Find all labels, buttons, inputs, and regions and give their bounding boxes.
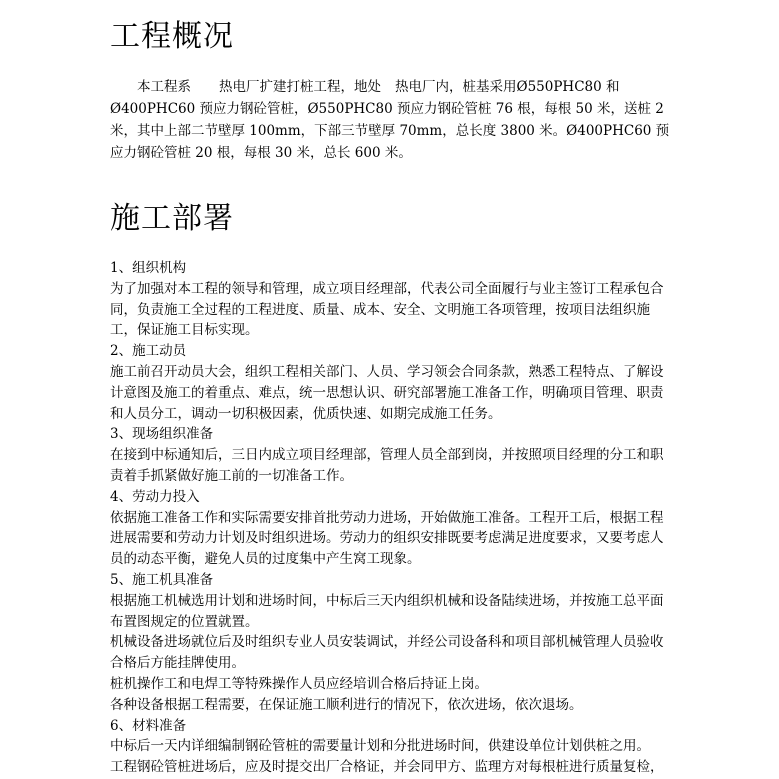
section-6-para-2: 工程钢砼管桩进场后，应及时提交出厂合格证，并会同甲方、监理方对每根桩进行质量复检， [110, 759, 664, 776]
section-3-para-1: 在接到中标通知后，三日内成立项目经理部，管理人员全部到岗，并按照项目经理的分工和职责着手抓紧做好施工前的一切准备工作。 [110, 447, 664, 484]
overview-paragraph [110, 76, 670, 164]
section-6-title: 6、材料准备 [110, 717, 187, 734]
section-5-para-2: 机械设备进场就位后及时组织专业人员安装调试，并经公司设备科和项目部机械管理人员验收合格后方能挂牌使用。 [110, 634, 664, 672]
section-2-title: 2、施工动员 [110, 343, 187, 360]
section-5-para-1: 根据施工机械选用计划和进场时间，中标后三天内组织机械和设备陆续进场，并按施工总平面布置图规定的位置就置。 [110, 592, 664, 630]
section-2-para-1: 施工前召开动员大会，组织工程相关部门、人员、学习领会合同条款，熟悉工程特点、了解设计意图及施工的着重点、难点，统一思想认识、研究部署施工准备工作，明确项目管理、职责和人员分工，调动一切积极因素，优质快速、如期完成施工任务。 [110, 363, 664, 422]
overview-text-part2: 热电厂扩建打桩工程，地处 [219, 79, 381, 95]
overview-text-part3: 热电厂内，桩基采用Ø550PHC80 和Ø400PHC60 预应力钢砼管桩，Ø550PHC80 预应力钢砼管桩 76 根，每根 50 米，送桩 2 米，其中上部二节壁厚 100mm，下部三节壁厚 70mm，总长度 3800 米。Ø400PHC60 预应力钢砼管桩 20 根，每根 30 米，总长 600 米。 [110, 79, 670, 161]
section-6-para-1: 中标后一天内详细编制钢砼管桩的需要量计划和分批进场时间，供建设单位计划供桩之用。 [110, 738, 650, 755]
section-4-para-1: 依据施工准备工作和实际需要安排首批劳动力进场，开始做施工准备。工程开工后，根据工程进展需要和劳动力计划及时组织进场。劳动力的组织安排既要考虑满足进度要求，又要考虑人员的动态平衡，避免人员的过度集中产生窝工现象。 [110, 509, 664, 568]
section-1-para-1: 为了加强对本工程的领导和管理，成立项目经理部，代表公司全面履行与业主签订工程承包合同，负责施工全过程的工程进度、质量、成本、安全、文明施工各项管理，按项目法组织施工，保证施工目标实现。 [110, 280, 664, 339]
section-5-para-4: 各种设备根据工程需要，在保证施工顺利进行的情况下，依次进场，依次退场。 [110, 696, 583, 713]
overview-text-part1: 本工程系 [137, 79, 191, 95]
deployment-heading: 施工部署 [110, 201, 234, 236]
overview-heading: 工程概况 [110, 19, 234, 54]
section-5-para-3: 桩机操作工和电焊工等特殊操作人员应经培训合格后持证上岗。 [110, 675, 488, 692]
section-3-title: 3、现场组织准备 [110, 426, 214, 443]
section-5-title: 5、施工机具准备 [110, 571, 214, 588]
section-1-title: 1、组织机构 [110, 260, 187, 276]
deployment-sections [110, 258, 670, 778]
section-4-title: 4、劳动力投入 [110, 488, 200, 505]
